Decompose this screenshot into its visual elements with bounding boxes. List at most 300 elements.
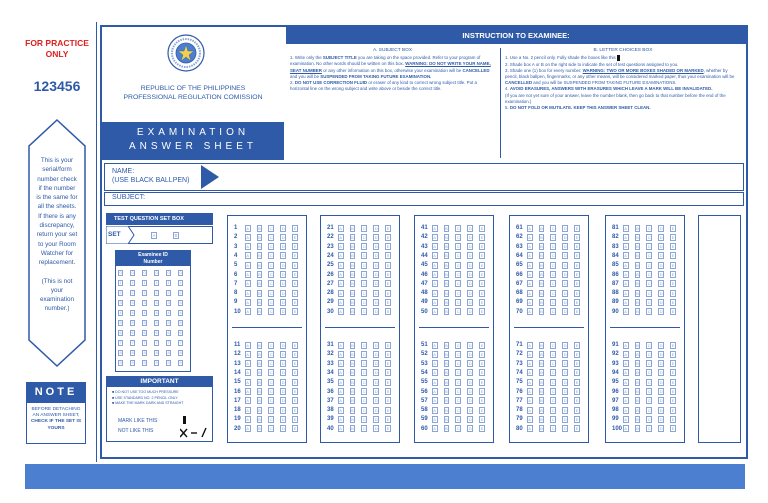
choice-bubble[interactable]: C: [269, 225, 273, 231]
choice-bubble[interactable]: C: [269, 361, 273, 367]
id-digit-bubble[interactable]: 8: [119, 351, 122, 355]
choice-bubble[interactable]: A: [246, 225, 249, 231]
choice-bubble[interactable]: E: [575, 272, 579, 277]
choice-bubble[interactable]: C: [551, 398, 555, 404]
choice-bubble[interactable]: E: [293, 225, 297, 231]
choice-bubble[interactable]: B: [258, 272, 261, 277]
choice-bubble[interactable]: C: [362, 398, 366, 404]
choice-bubble[interactable]: A: [339, 290, 342, 296]
choice-bubble[interactable]: C: [551, 351, 555, 357]
choice-bubble[interactable]: C: [269, 309, 273, 315]
choice-bubble[interactable]: B: [351, 370, 354, 376]
choice-bubble[interactable]: D: [281, 389, 285, 394]
choice-bubble[interactable]: B: [351, 262, 354, 268]
id-digit-bubble[interactable]: 6: [119, 331, 122, 335]
choice-bubble[interactable]: B: [540, 290, 543, 296]
choice-bubble[interactable]: C: [269, 379, 273, 385]
choice-bubble[interactable]: A: [624, 407, 627, 413]
choice-bubble[interactable]: C: [269, 407, 273, 413]
choice-bubble[interactable]: B: [445, 244, 448, 250]
choice-bubble[interactable]: A: [433, 281, 436, 287]
choice-bubble[interactable]: E: [575, 342, 579, 348]
choice-bubble[interactable]: C: [269, 262, 273, 268]
choice-bubble[interactable]: D: [659, 290, 663, 296]
choice-bubble[interactable]: B: [540, 244, 543, 250]
id-digit-bubble[interactable]: 0: [179, 271, 182, 275]
id-digit-bubble[interactable]: 7: [143, 341, 146, 345]
choice-bubble[interactable]: C: [362, 389, 366, 394]
choice-bubble[interactable]: B: [351, 281, 354, 287]
choice-bubble[interactable]: E: [293, 351, 297, 357]
choice-bubble[interactable]: A: [528, 398, 531, 404]
id-digit-bubble[interactable]: 2: [119, 291, 122, 295]
choice-bubble[interactable]: B: [351, 225, 354, 231]
choice-bubble[interactable]: B: [636, 281, 639, 287]
id-digit-bubble[interactable]: 5: [167, 321, 170, 325]
id-digit-bubble[interactable]: 2: [167, 291, 170, 295]
choice-bubble[interactable]: D: [563, 398, 567, 404]
choice-bubble[interactable]: A: [528, 290, 531, 296]
choice-bubble[interactable]: E: [575, 290, 579, 296]
choice-bubble[interactable]: E: [671, 299, 675, 305]
choice-bubble[interactable]: B: [445, 309, 448, 315]
choice-bubble[interactable]: C: [647, 262, 651, 268]
choice-bubble[interactable]: E: [293, 281, 297, 287]
choice-bubble[interactable]: D: [563, 290, 567, 296]
choice-bubble[interactable]: B: [636, 379, 639, 385]
choice-bubble[interactable]: D: [374, 262, 378, 268]
choice-bubble[interactable]: D: [374, 398, 378, 404]
choice-bubble[interactable]: A: [433, 407, 436, 413]
choice-bubble[interactable]: B: [351, 416, 354, 422]
choice-bubble[interactable]: B: [258, 253, 261, 259]
choice-bubble[interactable]: A: [339, 398, 342, 404]
choice-bubble[interactable]: C: [647, 309, 651, 315]
choice-bubble[interactable]: B: [540, 398, 543, 404]
choice-bubble[interactable]: C: [362, 234, 366, 240]
choice-bubble[interactable]: D: [659, 351, 663, 357]
choice-bubble[interactable]: E: [386, 342, 390, 348]
choice-bubble[interactable]: E: [575, 398, 579, 404]
choice-bubble[interactable]: D: [374, 370, 378, 376]
choice-bubble[interactable]: B: [258, 281, 261, 287]
choice-bubble[interactable]: D: [468, 299, 472, 305]
choice-bubble[interactable]: C: [269, 234, 273, 240]
choice-bubble[interactable]: B: [540, 351, 543, 357]
choice-bubble[interactable]: C: [456, 272, 460, 277]
choice-bubble[interactable]: B: [258, 407, 261, 413]
choice-bubble[interactable]: D: [281, 361, 285, 367]
choice-bubble[interactable]: B: [540, 426, 543, 432]
choice-bubble[interactable]: A: [339, 426, 342, 432]
choice-bubble[interactable]: C: [456, 290, 460, 296]
id-digit-bubble[interactable]: 8: [155, 351, 158, 355]
choice-bubble[interactable]: D: [659, 225, 663, 231]
choice-bubble[interactable]: D: [563, 389, 567, 394]
choice-bubble[interactable]: D: [281, 244, 285, 250]
choice-bubble[interactable]: B: [445, 407, 448, 413]
choice-bubble[interactable]: E: [575, 407, 579, 413]
choice-bubble[interactable]: A: [528, 379, 531, 385]
choice-bubble[interactable]: D: [374, 290, 378, 296]
choice-bubble[interactable]: D: [374, 379, 378, 385]
choice-bubble[interactable]: A: [433, 225, 436, 231]
choice-bubble[interactable]: A: [433, 309, 436, 315]
choice-bubble[interactable]: C: [362, 416, 366, 422]
id-digit-bubble[interactable]: 4: [119, 311, 122, 315]
choice-bubble[interactable]: A: [624, 351, 627, 357]
choice-bubble[interactable]: C: [647, 244, 651, 250]
choice-bubble[interactable]: D: [374, 342, 378, 348]
id-digit-bubble[interactable]: 4: [155, 311, 158, 315]
choice-bubble[interactable]: B: [445, 262, 448, 268]
choice-bubble[interactable]: C: [551, 342, 555, 348]
choice-bubble[interactable]: A: [246, 361, 249, 367]
id-digit-bubble[interactable]: 2: [179, 291, 182, 295]
choice-bubble[interactable]: D: [468, 290, 472, 296]
choice-bubble[interactable]: D: [468, 225, 472, 231]
choice-bubble[interactable]: E: [671, 234, 675, 240]
choice-bubble[interactable]: D: [659, 407, 663, 413]
choice-bubble[interactable]: C: [362, 309, 366, 315]
choice-bubble[interactable]: A: [433, 342, 436, 348]
id-digit-bubble[interactable]: 1: [179, 281, 182, 285]
choice-bubble[interactable]: D: [281, 234, 285, 240]
choice-bubble[interactable]: D: [281, 398, 285, 404]
choice-bubble[interactable]: E: [575, 426, 579, 432]
id-digit-bubble[interactable]: 9: [167, 361, 170, 365]
choice-bubble[interactable]: E: [293, 290, 297, 296]
choice-bubble[interactable]: B: [540, 262, 543, 268]
choice-bubble[interactable]: C: [456, 389, 460, 394]
id-digit-bubble[interactable]: 0: [155, 271, 158, 275]
choice-bubble[interactable]: B: [445, 370, 448, 376]
choice-bubble[interactable]: D: [563, 253, 567, 259]
choice-bubble[interactable]: A: [339, 225, 342, 231]
choice-bubble[interactable]: E: [293, 253, 297, 259]
choice-bubble[interactable]: D: [468, 342, 472, 348]
choice-bubble[interactable]: E: [671, 262, 675, 268]
choice-bubble[interactable]: C: [647, 225, 651, 231]
choice-bubble[interactable]: E: [575, 389, 579, 394]
choice-bubble[interactable]: A: [624, 281, 627, 287]
choice-bubble[interactable]: A: [433, 416, 436, 422]
choice-bubble[interactable]: E: [671, 309, 675, 315]
choice-bubble[interactable]: A: [246, 234, 249, 240]
choice-bubble[interactable]: A: [339, 370, 342, 376]
choice-bubble[interactable]: B: [351, 407, 354, 413]
choice-bubble[interactable]: C: [269, 351, 273, 357]
choice-bubble[interactable]: B: [445, 361, 448, 367]
id-digit-bubble[interactable]: 6: [179, 331, 182, 335]
choice-bubble[interactable]: E: [575, 351, 579, 357]
choice-bubble[interactable]: A: [339, 416, 342, 422]
choice-bubble[interactable]: A: [528, 244, 531, 250]
choice-bubble[interactable]: D: [659, 244, 663, 250]
choice-bubble[interactable]: C: [456, 361, 460, 367]
choice-bubble[interactable]: D: [374, 281, 378, 287]
choice-bubble[interactable]: C: [551, 379, 555, 385]
choice-bubble[interactable]: B: [351, 361, 354, 367]
choice-bubble[interactable]: E: [386, 244, 390, 250]
choice-bubble[interactable]: B: [445, 234, 448, 240]
choice-bubble[interactable]: D: [374, 351, 378, 357]
choice-bubble[interactable]: A: [433, 398, 436, 404]
subject-field[interactable]: [104, 192, 744, 206]
choice-bubble[interactable]: A: [528, 272, 531, 277]
choice-bubble[interactable]: C: [362, 253, 366, 259]
choice-bubble[interactable]: D: [563, 299, 567, 305]
choice-bubble[interactable]: E: [386, 272, 390, 277]
choice-bubble[interactable]: B: [445, 426, 448, 432]
choice-bubble[interactable]: D: [659, 309, 663, 315]
choice-bubble[interactable]: A: [624, 225, 627, 231]
choice-bubble[interactable]: B: [636, 262, 639, 268]
choice-bubble[interactable]: D: [659, 342, 663, 348]
choice-bubble[interactable]: B: [351, 351, 354, 357]
choice-bubble[interactable]: B: [636, 244, 639, 250]
choice-bubble[interactable]: E: [480, 299, 484, 305]
choice-bubble[interactable]: A: [433, 361, 436, 367]
choice-bubble[interactable]: D: [563, 281, 567, 287]
choice-bubble[interactable]: A: [624, 253, 627, 259]
choice-bubble[interactable]: D: [468, 361, 472, 367]
choice-bubble[interactable]: A: [624, 370, 627, 376]
choice-bubble[interactable]: D: [659, 361, 663, 367]
choice-bubble[interactable]: D: [659, 426, 663, 432]
choice-bubble[interactable]: C: [362, 407, 366, 413]
id-digit-bubble[interactable]: 1: [143, 281, 146, 285]
choice-bubble[interactable]: E: [480, 225, 484, 231]
id-digit-bubble[interactable]: 5: [155, 321, 158, 325]
choice-bubble[interactable]: E: [293, 262, 297, 268]
choice-bubble[interactable]: D: [563, 370, 567, 376]
choice-bubble[interactable]: C: [456, 342, 460, 348]
choice-bubble[interactable]: C: [269, 398, 273, 404]
choice-bubble[interactable]: E: [293, 389, 297, 394]
choice-bubble[interactable]: E: [293, 244, 297, 250]
choice-bubble[interactable]: C: [551, 281, 555, 287]
choice-bubble[interactable]: D: [468, 281, 472, 287]
choice-bubble[interactable]: E: [575, 262, 579, 268]
choice-bubble[interactable]: D: [281, 416, 285, 422]
choice-bubble[interactable]: C: [362, 351, 366, 357]
choice-bubble[interactable]: A: [246, 299, 249, 305]
choice-bubble[interactable]: B: [540, 225, 543, 231]
choice-bubble[interactable]: A: [433, 234, 436, 240]
choice-bubble[interactable]: D: [563, 272, 567, 277]
choice-bubble[interactable]: E: [671, 361, 675, 367]
choice-bubble[interactable]: A: [339, 299, 342, 305]
choice-bubble[interactable]: D: [374, 407, 378, 413]
choice-bubble[interactable]: C: [362, 225, 366, 231]
choice-bubble[interactable]: E: [575, 244, 579, 250]
choice-bubble[interactable]: B: [540, 370, 543, 376]
choice-bubble[interactable]: C: [647, 272, 651, 277]
choice-bubble[interactable]: A: [528, 262, 531, 268]
choice-bubble[interactable]: A: [339, 351, 342, 357]
choice-bubble[interactable]: E: [293, 398, 297, 404]
choice-bubble[interactable]: D: [563, 244, 567, 250]
choice-bubble[interactable]: B: [445, 416, 448, 422]
choice-bubble[interactable]: E: [575, 225, 579, 231]
choice-bubble[interactable]: D: [281, 407, 285, 413]
choice-bubble[interactable]: B: [445, 253, 448, 259]
choice-bubble[interactable]: B: [258, 244, 261, 250]
choice-bubble[interactable]: D: [468, 253, 472, 259]
choice-bubble[interactable]: A: [433, 262, 436, 268]
choice-bubble[interactable]: E: [575, 309, 579, 315]
choice-bubble[interactable]: A: [528, 299, 531, 305]
choice-bubble[interactable]: A: [433, 244, 436, 250]
id-digit-bubble[interactable]: 1: [155, 281, 158, 285]
choice-bubble[interactable]: B: [258, 398, 261, 404]
choice-bubble[interactable]: D: [659, 398, 663, 404]
choice-bubble[interactable]: D: [468, 389, 472, 394]
choice-bubble[interactable]: E: [293, 426, 297, 432]
choice-bubble[interactable]: E: [386, 426, 390, 432]
choice-bubble[interactable]: C: [362, 290, 366, 296]
choice-bubble[interactable]: D: [468, 262, 472, 268]
choice-bubble[interactable]: B: [540, 309, 543, 315]
choice-bubble[interactable]: B: [445, 290, 448, 296]
choice-bubble[interactable]: A: [433, 299, 436, 305]
choice-bubble[interactable]: E: [386, 416, 390, 422]
choice-bubble[interactable]: D: [468, 407, 472, 413]
choice-bubble[interactable]: A: [624, 262, 627, 268]
id-digit-bubble[interactable]: 5: [179, 321, 182, 325]
choice-bubble[interactable]: A: [528, 416, 531, 422]
choice-bubble[interactable]: E: [386, 309, 390, 315]
choice-bubble[interactable]: E: [386, 407, 390, 413]
choice-bubble[interactable]: C: [456, 281, 460, 287]
choice-bubble[interactable]: E: [480, 262, 484, 268]
choice-bubble[interactable]: A: [339, 389, 342, 394]
choice-bubble[interactable]: B: [540, 281, 543, 287]
choice-bubble[interactable]: A: [528, 389, 531, 394]
choice-bubble[interactable]: C: [551, 299, 555, 305]
choice-bubble[interactable]: E: [293, 416, 297, 422]
choice-bubble[interactable]: A: [246, 389, 249, 394]
choice-bubble[interactable]: D: [563, 234, 567, 240]
id-digit-bubble[interactable]: 1: [119, 281, 122, 285]
choice-bubble[interactable]: E: [671, 398, 675, 404]
choice-bubble[interactable]: D: [374, 234, 378, 240]
choice-bubble[interactable]: C: [551, 225, 555, 231]
choice-bubble[interactable]: B: [540, 253, 543, 259]
choice-bubble[interactable]: A: [246, 351, 249, 357]
choice-bubble[interactable]: C: [456, 416, 460, 422]
choice-bubble[interactable]: E: [386, 262, 390, 268]
id-digit-bubble[interactable]: 3: [131, 301, 134, 305]
choice-bubble[interactable]: D: [374, 225, 378, 231]
choice-bubble[interactable]: B: [351, 234, 354, 240]
id-digit-bubble[interactable]: 8: [131, 351, 134, 355]
choice-bubble[interactable]: A: [528, 253, 531, 259]
id-digit-bubble[interactable]: 9: [155, 361, 158, 365]
choice-bubble[interactable]: D: [374, 309, 378, 315]
choice-bubble[interactable]: B: [636, 361, 639, 367]
choice-bubble[interactable]: A: [246, 398, 249, 404]
choice-bubble[interactable]: B: [351, 426, 354, 432]
choice-bubble[interactable]: E: [575, 281, 579, 287]
choice-bubble[interactable]: E: [386, 379, 390, 385]
choice-bubble[interactable]: C: [456, 370, 460, 376]
choice-bubble[interactable]: C: [362, 244, 366, 250]
choice-bubble[interactable]: B: [636, 370, 639, 376]
choice-bubble[interactable]: C: [456, 244, 460, 250]
id-digit-bubble[interactable]: 7: [119, 341, 122, 345]
choice-bubble[interactable]: C: [647, 234, 651, 240]
choice-bubble[interactable]: D: [563, 262, 567, 268]
choice-bubble[interactable]: B: [636, 407, 639, 413]
choice-bubble[interactable]: E: [671, 272, 675, 277]
id-digit-bubble[interactable]: 7: [131, 341, 134, 345]
choice-bubble[interactable]: B: [540, 361, 543, 367]
choice-bubble[interactable]: A: [339, 262, 342, 268]
choice-bubble[interactable]: E: [480, 281, 484, 287]
choice-bubble[interactable]: C: [456, 225, 460, 231]
choice-bubble[interactable]: B: [445, 398, 448, 404]
choice-bubble[interactable]: B: [445, 225, 448, 231]
id-digit-bubble[interactable]: 5: [119, 321, 122, 325]
id-digit-bubble[interactable]: 5: [131, 321, 134, 325]
choice-bubble[interactable]: C: [647, 416, 651, 422]
choice-bubble[interactable]: A: [624, 299, 627, 305]
id-digit-bubble[interactable]: 7: [179, 341, 182, 345]
choice-bubble[interactable]: D: [563, 309, 567, 315]
choice-bubble[interactable]: A: [433, 379, 436, 385]
choice-bubble[interactable]: A: [624, 416, 627, 422]
choice-bubble[interactable]: B: [351, 342, 354, 348]
choice-bubble[interactable]: A: [528, 370, 531, 376]
choice-bubble[interactable]: C: [362, 379, 366, 385]
id-digit-bubble[interactable]: 9: [143, 361, 146, 365]
choice-bubble[interactable]: C: [269, 370, 273, 376]
choice-bubble[interactable]: B: [351, 272, 354, 277]
id-digit-bubble[interactable]: 2: [155, 291, 158, 295]
choice-bubble[interactable]: D: [374, 272, 378, 277]
choice-bubble[interactable]: B: [540, 234, 543, 240]
id-digit-bubble[interactable]: 8: [143, 351, 146, 355]
choice-bubble[interactable]: D: [281, 426, 285, 432]
choice-bubble[interactable]: A: [339, 407, 342, 413]
choice-bubble[interactable]: A: [433, 272, 436, 277]
choice-bubble[interactable]: E: [386, 398, 390, 404]
choice-bubble[interactable]: D: [468, 234, 472, 240]
choice-bubble[interactable]: A: [246, 253, 249, 259]
id-digit-bubble[interactable]: 9: [119, 361, 122, 365]
choice-bubble[interactable]: D: [563, 416, 567, 422]
choice-bubble[interactable]: E: [386, 351, 390, 357]
choice-bubble[interactable]: E: [671, 407, 675, 413]
choice-bubble[interactable]: C: [647, 389, 651, 394]
id-digit-bubble[interactable]: 6: [131, 331, 134, 335]
choice-bubble[interactable]: A: [433, 426, 436, 432]
choice-bubble[interactable]: D: [468, 426, 472, 432]
choice-bubble[interactable]: B: [351, 398, 354, 404]
id-digit-bubble[interactable]: 0: [119, 271, 122, 275]
choice-bubble[interactable]: E: [293, 379, 297, 385]
choice-bubble[interactable]: D: [563, 407, 567, 413]
choice-bubble[interactable]: E: [480, 234, 484, 240]
choice-bubble[interactable]: D: [281, 309, 285, 315]
choice-bubble[interactable]: A: [339, 244, 342, 250]
choice-bubble[interactable]: A: [339, 253, 342, 259]
choice-bubble[interactable]: A: [624, 290, 627, 296]
choice-bubble[interactable]: E: [480, 426, 484, 432]
choice-bubble[interactable]: B: [445, 272, 448, 277]
